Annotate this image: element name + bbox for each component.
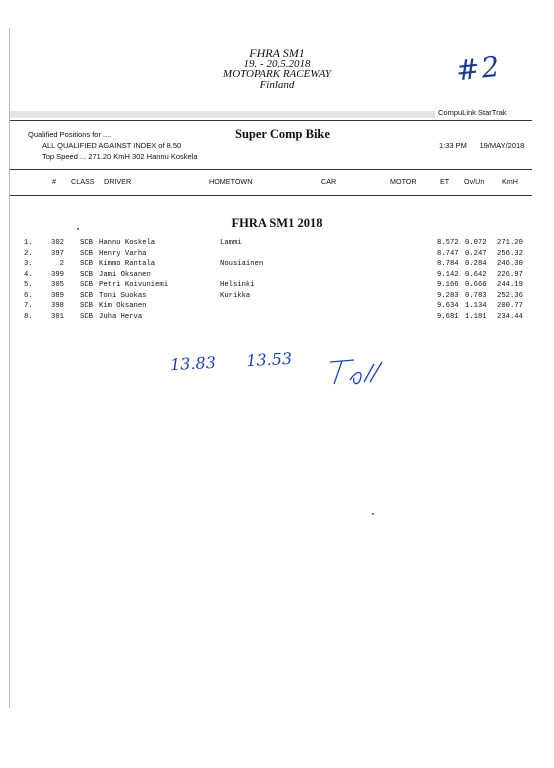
ov-un: 1.134 <box>465 302 487 310</box>
scan-speck <box>77 228 79 230</box>
et: 9.634 <box>437 302 459 310</box>
divider-bottom <box>10 195 532 196</box>
header-venue: MOTOPARK RACEWAY <box>223 68 331 80</box>
entry-number: 305 <box>51 281 64 289</box>
driver: Juha Herva <box>99 312 143 321</box>
et: 9.283 <box>437 291 459 300</box>
et: 8.747 <box>437 249 459 258</box>
col-car: CAR <box>321 177 337 186</box>
position: 1. <box>24 239 33 247</box>
driver: Kim Oksanen <box>99 302 147 310</box>
kmh: 200.77 <box>497 302 523 310</box>
col-number: # <box>52 177 56 186</box>
et: 9.681 <box>437 312 459 321</box>
header-title: FHRA SM1 <box>249 46 305 60</box>
scan-speck <box>372 513 374 515</box>
entry-number: 302 <box>51 239 64 247</box>
class: SCB <box>80 281 93 289</box>
col-ovun: Ov/Un <box>464 177 485 186</box>
class: SCB <box>80 260 93 268</box>
ov-un: 1.181 <box>465 312 487 321</box>
page-edge-line <box>9 28 10 708</box>
divider-top <box>10 120 532 121</box>
header-country: Finland <box>259 78 295 91</box>
class: SCB <box>80 270 93 279</box>
class: SCB <box>80 249 93 258</box>
et: 8.572 <box>437 239 459 247</box>
et: 8.784 <box>437 260 459 268</box>
entry-number: 389 <box>51 291 64 300</box>
hometown: Kurikka <box>220 291 251 300</box>
print-timestamp <box>439 141 524 150</box>
kmh: 246.30 <box>497 260 523 268</box>
kmh: 256.32 <box>497 249 523 258</box>
table-row <box>0 250 554 261</box>
print-time: 1:33 PM <box>439 141 467 150</box>
qualified-against-label: ALL QUALIFIED AGAINST INDEX of 8.50 <box>42 141 182 150</box>
driver: Kimmo Rantala <box>99 260 156 268</box>
driver: Petri Koivuniemi <box>99 281 169 289</box>
et: 9.166 <box>437 281 459 289</box>
handwritten-signature <box>320 356 410 388</box>
class: SCB <box>80 291 93 300</box>
top-speed-label: Top Speed ... 271.20 KmH 302 Hannu Koskela <box>42 152 198 161</box>
table-row <box>0 260 554 271</box>
kmh: 271.20 <box>497 239 523 247</box>
entry-number: 397 <box>51 249 64 258</box>
table-row <box>0 239 554 250</box>
hometown: Helsinki <box>220 281 255 289</box>
ov-un: 0.783 <box>465 291 487 300</box>
table-row <box>0 281 554 292</box>
class: SCB <box>80 312 93 321</box>
position: 6. <box>24 291 33 300</box>
table-row <box>0 292 554 303</box>
driver: Hannu Koskela <box>99 239 156 247</box>
kmh: 252.36 <box>497 291 523 300</box>
hometown: Nousiainen <box>220 260 264 268</box>
position: 2. <box>24 249 33 258</box>
header-dates: 19. - 20.5.2018 <box>243 57 311 70</box>
entry-number: 398 <box>51 302 64 310</box>
table-row <box>0 271 554 282</box>
kmh: 226.97 <box>497 270 523 279</box>
driver: Henry Varha <box>99 249 147 258</box>
entry-number: 2 <box>59 260 64 268</box>
driver: Jami Oksanen <box>99 270 151 279</box>
position: 4. <box>24 270 33 279</box>
position: 3. <box>24 260 33 268</box>
kmh: 234.44 <box>497 312 523 321</box>
handwritten-note <box>170 349 293 374</box>
qualified-positions-label: Qualified Positions for .... <box>28 130 112 139</box>
class: SCB <box>80 239 93 247</box>
ov-un: 0.284 <box>465 260 487 268</box>
divider-mid <box>10 169 532 170</box>
race-title: Super Comp Bike <box>235 127 330 141</box>
dotted-band <box>10 111 435 118</box>
et: 9.142 <box>437 270 459 279</box>
handwritten-page-number: #2 <box>454 49 503 88</box>
class: SCB <box>80 302 93 310</box>
col-et: ET <box>440 177 450 186</box>
ov-un: 0.072 <box>465 239 487 247</box>
col-hometown: HOMETOWN <box>209 177 253 186</box>
entry-number: 399 <box>51 270 64 279</box>
col-kmh: KmH <box>502 177 518 186</box>
driver: Toni Suokas <box>99 291 147 300</box>
results-table <box>0 239 554 323</box>
brand-label: CompuLink StarTrak <box>438 108 507 117</box>
event-title: FHRA SM1 2018 <box>231 216 323 230</box>
position: 5. <box>24 281 33 289</box>
kmh: 244.19 <box>497 281 523 289</box>
ov-un: 0.247 <box>465 249 487 258</box>
ov-un: 0.642 <box>465 270 487 279</box>
col-driver: DRIVER <box>104 177 132 186</box>
handwritten-time-2: 13.53 <box>245 348 293 371</box>
entry-number: 301 <box>51 312 64 321</box>
ov-un: 0.666 <box>465 281 487 289</box>
handwritten-time: 13.83 <box>169 352 217 375</box>
print-date: 19/MAY/2018 <box>479 141 525 150</box>
position: 8. <box>24 312 33 321</box>
col-class: CLASS <box>71 177 95 186</box>
table-row <box>0 313 554 324</box>
position: 7. <box>24 302 33 310</box>
table-row <box>0 302 554 313</box>
col-motor: MOTOR <box>390 177 417 186</box>
hometown: Lammi <box>220 239 242 247</box>
